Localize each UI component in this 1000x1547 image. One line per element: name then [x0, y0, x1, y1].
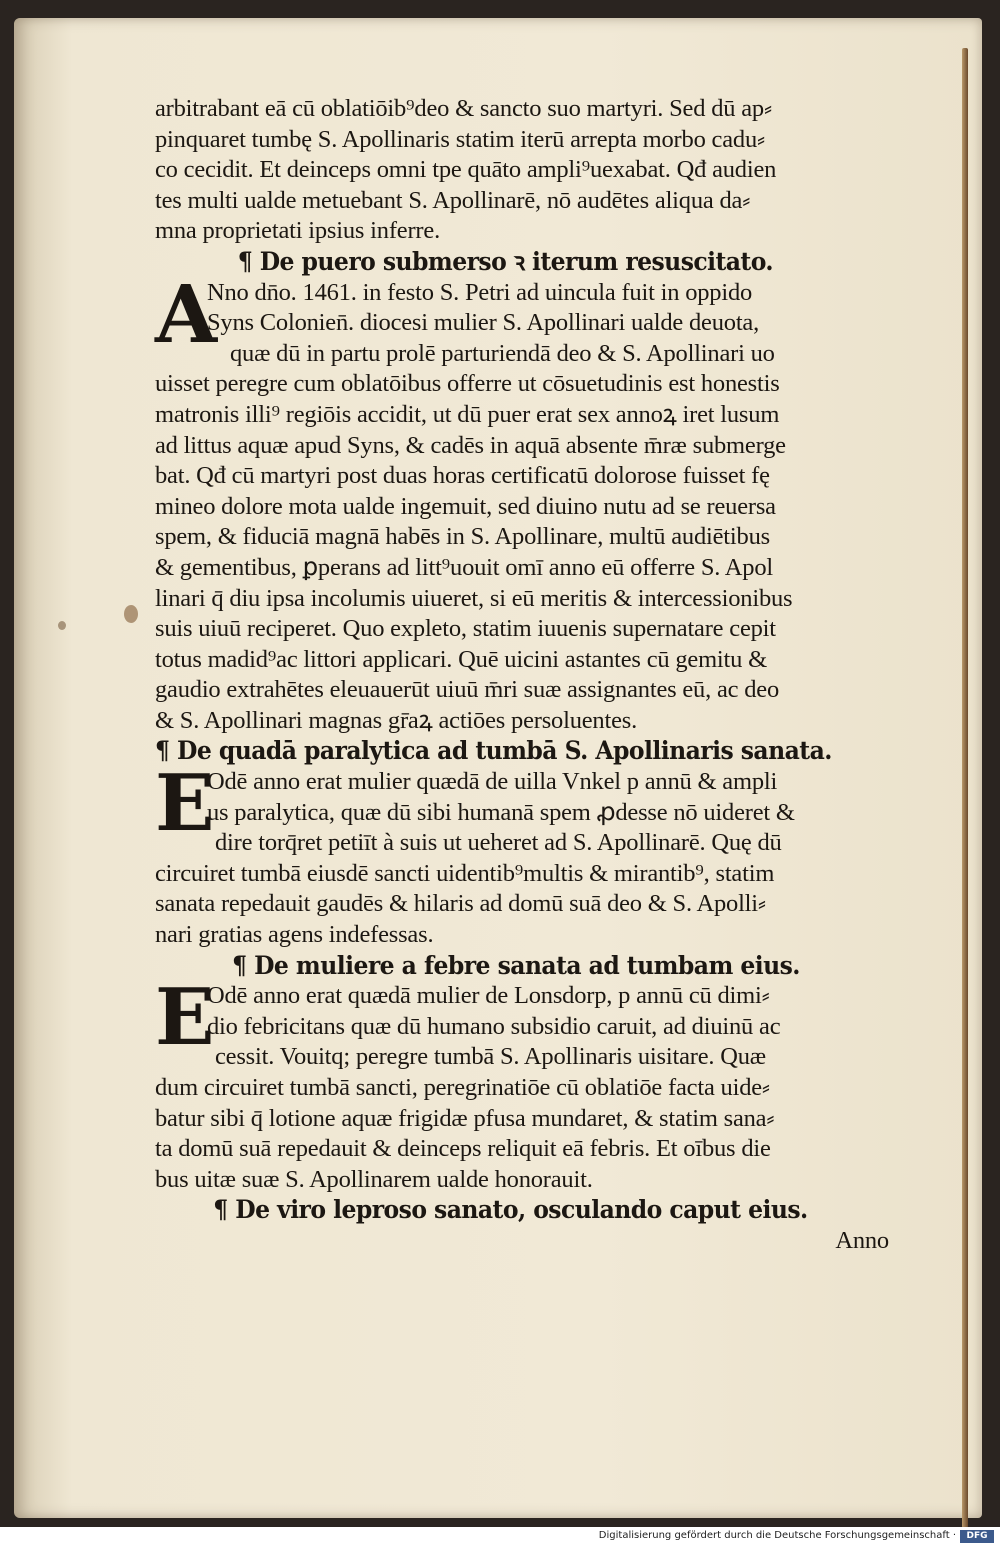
section-paragraph — [155, 266, 895, 737]
text-line: uisset peregre cum oblatōibus offerre ut cōsuetudinis est honestis — [155, 370, 780, 398]
text-line: mineo dolore mota ualde ingemuit, sed diuino nutu ad se reuersa — [155, 492, 776, 520]
footer-credit: Digitalisierung gefördert durch die Deutsche Forschungsgemeinschaft · — [598, 1530, 956, 1541]
text-line: matronis illi⁹ regiōis accidit, ut dū puer erat sex annoꝝ iret lusum — [155, 400, 780, 428]
page-text — [155, 94, 895, 1257]
text-line: mna proprietati ipsius inferre. — [155, 217, 440, 245]
text-line: pinquaret tumbę S. Apollinaris statim iterū arrepta morbo cadu⸗ — [155, 125, 765, 153]
text-line: ad littus aquæ apud Syns, & cadēs in aquā absente m̄ræ submerge — [155, 431, 786, 459]
section-paragraph — [155, 972, 895, 1195]
text-line: totus madid⁹ac littori applicari. Quē uicini astantes cū gemitu & — [155, 645, 767, 673]
catchword: Anno — [835, 1226, 889, 1254]
drop-cap: A — [155, 266, 217, 361]
drop-cap: E — [155, 972, 215, 1064]
text-line: quæ dū in partu prolē parturiendā deo & S. Apollinari uo — [230, 339, 775, 367]
section-heading: ¶ De viro leproso sanato, osculando caput eius. — [213, 1195, 808, 1225]
text-line: gaudio extrahētes eleuauerūt uiuū m̄ri suæ assignantes eū, ac deo — [155, 676, 779, 704]
section-heading: ¶ De muliere a febre sanata ad tumbam eius. — [232, 950, 800, 980]
text-line: arbitrabant eā cū oblatiōib⁹deo & sancto suo martyri. Sed dū ap⸗ — [155, 95, 772, 122]
text-line: spem, & fiduciā magnā habēs in S. Apollinare, multū audiētibus — [155, 523, 770, 551]
text-line: Odē anno erat mulier quædā de uilla Vnkel p annū & ampli — [207, 768, 778, 796]
text-line: dum circuiret tumbā sancti, peregrinatiōe cū oblatiōe facta uide⸗ — [155, 1074, 770, 1101]
intro-paragraph — [155, 94, 895, 247]
ink-stain — [124, 605, 138, 623]
text-line: nari gratias agens indefessas. — [155, 921, 434, 949]
text-line: Syns Colonien̄. diocesi mulier S. Apollinari ualde deuota, — [207, 309, 760, 337]
text-line: & S. Apollinari magnas gr̄aꝝ actiōes persoluentes. — [155, 706, 638, 734]
text-line: ta domū suā repedauit & deinceps reliquit eā febris. Et oībus die — [155, 1135, 771, 1163]
text-line: batur sibi q̄ lotione aquæ frigidæ pfusa mundaret, & statim sana⸗ — [155, 1104, 775, 1132]
page-edge — [962, 48, 968, 1528]
section-paragraph — [155, 758, 895, 951]
text-line: tes multi ualde metuebant S. Apollinarē, nō audētes aliqua da⸗ — [155, 186, 751, 214]
text-line: sanata repedauit gaudēs & hilaris ad domū suā deo & S. Apolli⸗ — [155, 890, 766, 918]
dfg-logo: DFG — [960, 1530, 994, 1543]
text-line: Nno dn̄o. 1461. in festo S. Petri ad uincula fuit in oppido — [207, 278, 753, 306]
ink-stain — [58, 621, 66, 630]
text-line: circuiret tumbā eiusdē sancti uidentib⁹multis & mirantib⁹, statim — [155, 859, 775, 887]
text-line: cessit. Vouitq; peregre tumbā S. Apollinaris uisitare. Quæ — [215, 1043, 766, 1071]
drop-cap: E — [155, 758, 215, 850]
text-line: Odē anno erat quædā mulier de Lonsdorp, p annū cū dimi⸗ — [207, 982, 770, 1010]
text-line: co cecidit. Et deinceps omni tpe quāto ampli⁹uexabat. Qđ audien — [155, 156, 777, 184]
text-line: us paralytica, quæ dū sibi humanā spem ꝓdesse nō uideret & — [207, 798, 795, 826]
section-heading: ¶ De quadā paralytica ad tumbā S. Apollinaris sanata. — [155, 736, 832, 766]
text-line: bus uitæ suæ S. Apollinarem ualde honorauit. — [155, 1165, 593, 1193]
footer-bar — [0, 1527, 1000, 1547]
section-heading: ¶ De puero submerso ꝛ iterum resuscitato. — [237, 246, 774, 276]
text-line: suis uiuū reciperet. Quo expleto, statim iuuenis supernatare cepit — [155, 615, 776, 643]
text-line: bat. Qđ cū martyri post duas horas certificatū dolorose fuisset fę — [155, 462, 770, 490]
text-line: dio febricitans quæ dū humano subsidio caruit, ad diuinū ac — [207, 1012, 781, 1040]
text-line: linari q̄ diu ipsa incolumis uiueret, si eū meritis & intercessionibus — [155, 584, 793, 612]
text-line: dire torq̄ret petiīt à suis ut ueheret ad S. Apollinarē. Quę dū — [215, 829, 782, 857]
text-line: & gementibus, ꝑperans ad litt⁹uouit omī anno eū offerre S. Apol — [155, 553, 773, 581]
